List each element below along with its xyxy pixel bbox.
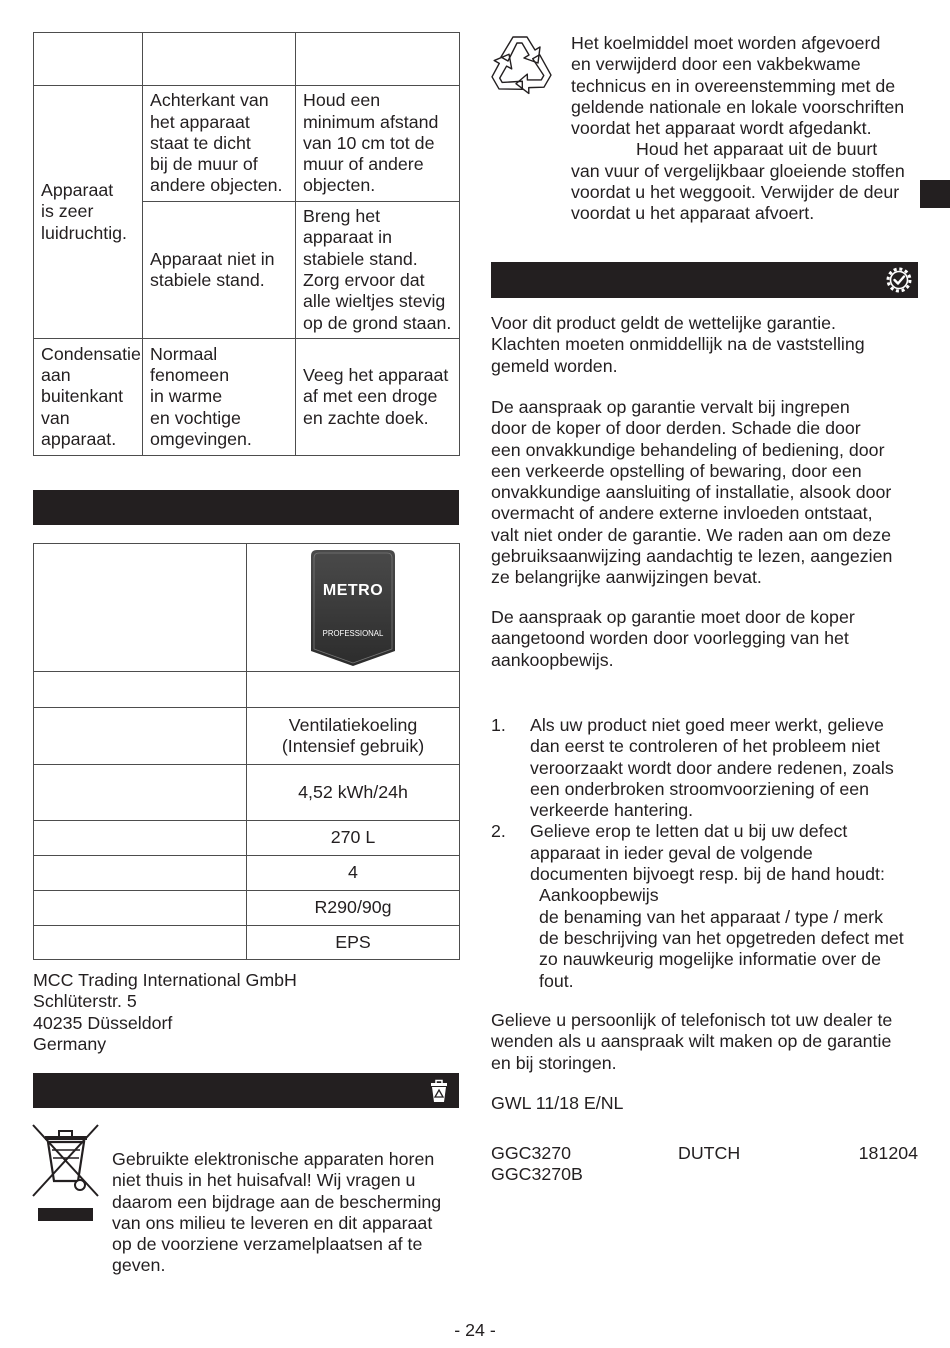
list-item-text: Als uw product niet goed meer werkt, gelieve dan eerst te controleren of het probleem niet veroorzaakt wordt door andere redenen, zoals een onderbroken stroomvoorziening of een verkeerde hantering. bbox=[530, 715, 894, 821]
address-street: Schlüterstr. 5 bbox=[33, 991, 137, 1012]
address-country: Germany bbox=[33, 1033, 107, 1054]
cause-too-close-to-wall: Achterkant van het apparaat staat te dicht bij de muur of andere objecten. bbox=[143, 86, 295, 201]
spec-label-cell bbox=[34, 765, 246, 820]
spec-value-cooling: Ventilatiekoeling (Intensief gebruik) bbox=[247, 708, 459, 764]
weee-marking-bar bbox=[38, 1208, 93, 1221]
recycle-icon bbox=[489, 29, 555, 95]
table-header-cell bbox=[34, 33, 142, 85]
footer-language: DUTCH bbox=[678, 1143, 741, 1163]
document-item-defect: de beschrijving van het opgetreden defect met zo nauwkeurig mogelijke informatie over de fout. bbox=[539, 927, 904, 991]
troubleshooting-table bbox=[33, 32, 460, 456]
solution-condensation: Veeg het apparaat af met een droge en zachte doek. bbox=[296, 339, 459, 455]
section-header-bar-disposal bbox=[33, 1073, 459, 1108]
problem-noise: Apparaat is zeer luidruchtig. bbox=[34, 86, 142, 338]
cause-condensation: Normaal fenomeen in warme en vochtige omgevingen. bbox=[143, 339, 295, 455]
disposal-text: Gebruikte elektronische apparaten horen niet thuis in het huisafval! Wij vragen u daarom een bijdrage aan de bescherming van ons milieu te leveren en dit apparaat op de voorziene verzamelplaatsen af te geven. bbox=[112, 1149, 442, 1276]
section-header-bar-warranty bbox=[491, 262, 918, 298]
list-item bbox=[491, 821, 904, 991]
list-item bbox=[491, 715, 904, 821]
address-city: 40235 Düsseldorf bbox=[33, 1012, 173, 1033]
table-header-cell bbox=[296, 33, 459, 85]
logo-tagline-text: PROFESSIONAL bbox=[322, 628, 384, 638]
refrigerant-notice bbox=[571, 33, 905, 225]
spec-value-volume: 270 L bbox=[247, 821, 459, 855]
manufacturer-address bbox=[33, 970, 297, 1055]
footer-date-code: 181204 bbox=[858, 1143, 918, 1163]
metro-professional-logo bbox=[311, 550, 395, 666]
solution-keep-distance: Houd een minimum afstand van 10 cm tot de muur of andere objecten. bbox=[296, 86, 459, 201]
list-item-text: Gelieve erop te letten dat u bij uw defect apparaat in ieder geval de volgende documenten bijvoegt resp. bij de hand houdt: bbox=[530, 821, 885, 885]
spec-label-cell bbox=[34, 672, 246, 707]
spec-label-cell bbox=[34, 708, 246, 764]
required-documents-list bbox=[539, 885, 904, 991]
list-item-number: 1. bbox=[491, 715, 506, 735]
table-header-cell bbox=[143, 33, 295, 85]
spec-value-cell bbox=[247, 672, 459, 707]
crossed-out-wheelie-bin-icon bbox=[32, 1124, 99, 1197]
footer-model-numbers: GGC3270 GGC3270B bbox=[491, 1143, 583, 1185]
spec-value-energy: 4,52 kWh/24h bbox=[247, 765, 459, 820]
spec-value-row6: 4 bbox=[247, 856, 459, 890]
solution-stabilize: Breng het apparaat in stabiele stand. Zorg ervoor dat alle wieltjes stevig op de grond staan. bbox=[296, 202, 459, 338]
cause-unstable: Apparaat niet in stabiele stand. bbox=[143, 202, 295, 338]
section-header-bar-specs bbox=[33, 490, 459, 525]
spec-label-cell bbox=[34, 856, 246, 890]
spec-label-cell bbox=[34, 891, 246, 925]
brand-logo-cell bbox=[247, 544, 459, 671]
logo-shield bbox=[311, 550, 395, 666]
spec-value-refrigerant: R290/90g bbox=[247, 891, 459, 925]
page-number: - 24 - bbox=[454, 1320, 496, 1340]
waste-bin-icon bbox=[430, 1079, 448, 1103]
refrigerant-notice-part2: Houd het apparaat uit de buurt van vuur of vergelijkbaar gloeiende stoffen voordat u het weggooit. Verwijder de deur voordat u het apparaat afvoert. bbox=[571, 139, 905, 224]
warranty-contact-paragraph: Gelieve u persoonlijk of telefonisch tot uw dealer te wenden als u aanspraak wilt maken op de garantie en bij storingen. bbox=[491, 1010, 893, 1073]
spec-label-cell bbox=[34, 926, 246, 959]
document-item-receipt: Aankoopbewijs bbox=[539, 885, 659, 906]
spec-label-cell bbox=[34, 544, 246, 671]
specifications-table bbox=[33, 543, 460, 960]
warranty-check-icon bbox=[886, 267, 912, 293]
warranty-code: GWL 11/18 E/NL bbox=[491, 1093, 624, 1113]
document-item-model: de benaming van het apparaat / type / merk bbox=[539, 906, 883, 927]
logo-brand-text: METRO bbox=[322, 581, 384, 599]
side-tab-marker bbox=[920, 180, 950, 208]
warranty-paragraph-legal: Voor dit product geldt de wettelijke garantie. Klachten moeten onmiddellijk na de vaststelling gemeld worden. bbox=[491, 313, 865, 376]
address-company: MCC Trading International GmbH bbox=[33, 970, 297, 990]
list-item-number: 2. bbox=[491, 821, 506, 842]
spec-label-cell bbox=[34, 821, 246, 855]
problem-condensation: Condensatie aan buitenkant van apparaat. bbox=[34, 339, 142, 455]
spec-value-insulation: EPS bbox=[247, 926, 459, 959]
warranty-steps-list bbox=[491, 715, 904, 992]
warranty-paragraph-exclusions: De aanspraak op garantie vervalt bij ingrepen door de koper of door derden. Schade die door een onvakkundige behandeling of bediening, door een verkeerde opstelling of bewaring, door een onvakkundige aansluiting of installatie, alsook door overmacht of andere externe invloeden ontstaat, valt niet onder de garantie. We raden aan om deze gebruiksaanwijzing aandachtig te lezen, aangezien ze belangrijke aanwijzingen bevat. bbox=[491, 397, 893, 588]
warranty-paragraph-proof: De aanspraak op garantie moet door de koper aangetoond worden door voorlegging van het aankoopbewijs. bbox=[491, 607, 855, 670]
refrigerant-notice-part1: Het koelmiddel moet worden afgevoerd en verwijderd door een vakbekwame technicus en in overeenstemming met de geldende nationale en lokale voorschriften voordat het apparaat wordt afgedankt. bbox=[571, 33, 905, 139]
